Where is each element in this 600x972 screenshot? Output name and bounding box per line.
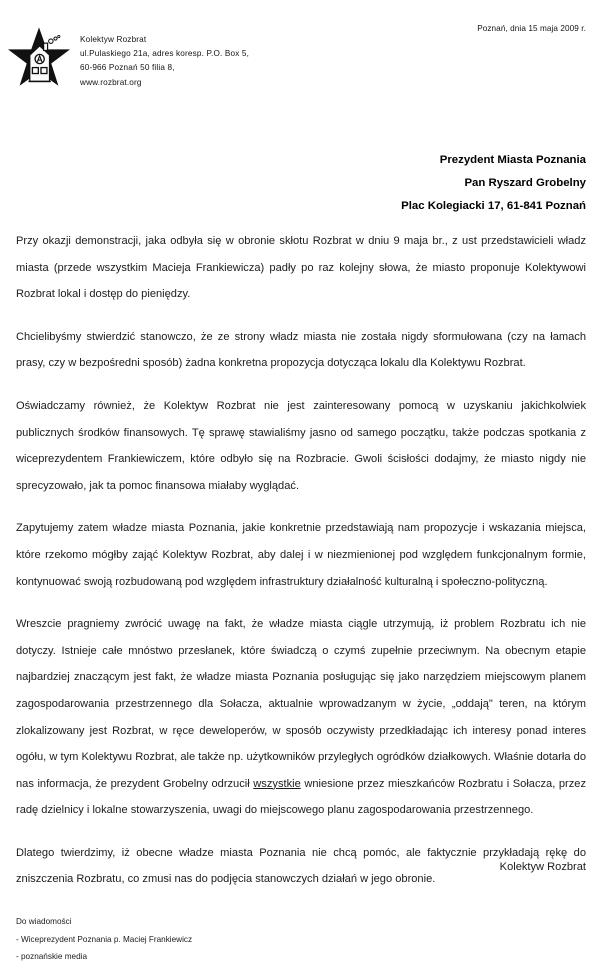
addressee-block bbox=[401, 149, 586, 218]
cc-item: - Wiceprezydent Poznania p. Maciej Frankiewicz bbox=[16, 934, 193, 944]
body-paragraph-6: Dlatego twierdzimy, iż obecne władze miasta Poznania nie chcą pomóc, ale faktycznie przykładają rękę do zniszczenia Rozbratu, co zmusi nas do podjęcia stanowczych działań w jego obronie. bbox=[16, 846, 586, 886]
body-paragraph-5 bbox=[16, 611, 586, 824]
rozbrat-star-house-logo-icon bbox=[6, 26, 72, 92]
letterhead bbox=[0, 0, 600, 120]
body-paragraph-5-emphasis: wszystkie bbox=[253, 777, 301, 790]
cc-heading: Do wiadomości bbox=[16, 917, 72, 926]
body-paragraph-5-part-2: wniesione przez mieszkańców Rozbratu i Sołacza, przez radę dzielnicy i lokalne stowarzyszenia, uwagi do miejscowego planu zagospodarowania przestrzennego. bbox=[16, 777, 587, 817]
addressee-title: Prezydent Miasta Poznania bbox=[439, 154, 586, 166]
sender-line-street: ul.Pulaskiego 21a, adres koresp. P.O. Box 5, bbox=[80, 49, 250, 59]
sender-line-org: Kolektyw Rozbrat bbox=[80, 35, 147, 44]
body-paragraph-1: Przy okazji demonstracji, jaka odbyła się w obronie skłotu Rozbrat w dniu 9 maja br., z ust przedstawicieli władz miasta (przede wszystkim Macieja Frankiewicza) padły po raz kolejny słowa, że miasto proponuje Kolektywowi Rozbrat lokal i dostęp do pieniędzy. bbox=[16, 235, 586, 301]
cc-item: - poznańskie media bbox=[16, 952, 87, 962]
signature: Kolektyw Rozbrat bbox=[499, 861, 586, 873]
body-paragraph-5-part-1: Wreszcie pragniemy zwrócić uwagę na fakt, że władze miasta ciągle utrzymują, iż problem Rozbratu ich nie dotyczy. Istnieje całe mnóstwo przesłanek, które świadczą o czymś zupełnie przeciwnym. Na obecnym etapie najbardziej znaczącym jest fakt, że władze miasta Poznania posługując się jako narzędziem miejscowym planem zagospodarowania przestrzennego dla Sołacza, aktualnie wprowadzanym w życie, „oddają" teren, na którym zlokalizowany jest Rozbrat, w ręce deweloperów, w sposób oczywisty przedkładając ich interesy ponad interes ogółu, w tym Kolektywu Rozbrat, ale także np. użytkowników przyległych ogródków działkowych. Właśnie dotarła do nas informacja, że prezydent Grobelny odrzucił bbox=[16, 618, 586, 790]
date-line: Poznań, dnia 15 maja 2009 r. bbox=[477, 24, 586, 33]
addressee-address: Plac Kolegiacki 17, 61-841 Poznań bbox=[401, 200, 586, 212]
addressee-name: Pan Ryszard Grobelny bbox=[464, 177, 586, 189]
body-paragraph-4: Zapytujemy zatem władze miasta Poznania, jakie konkretnie przedstawiają nam propozycje i wskazania miejsca, które rzekomo mógłby zająć Kolektyw Rozbrat, aby dalej i w niezmienionej pod względem funkcjonalnym formie, kontynuować swoją rozbudowaną pod względem infrastruktury działalność kulturalną i społeczno-polityczną. bbox=[16, 522, 586, 588]
letter-body bbox=[16, 228, 586, 893]
cc-block bbox=[16, 913, 192, 966]
body-paragraph-2: Chcielibyśmy stwierdzić stanowczo, że ze strony władz miasta nie została nigdy sformułowana (czy na łamach prasy, czy w bezpośredni sposób) żadna konkretna propozycja dotycząca lokalu dla Kolektywu Rozbrat. bbox=[16, 330, 586, 370]
sender-line-website: www.rozbrat.org bbox=[80, 77, 142, 87]
sender-line-city: 60-966 Poznań 50 filia 8, bbox=[80, 63, 175, 73]
body-paragraph-3: Oświadczamy również, że Kolektyw Rozbrat nie jest zainteresowany pomocą w uzyskaniu jakichkolwiek publicznych środków finansowych. Tę sprawę stawialiśmy jasno od samego początku, także podczas spotkania z wiceprezydentem Frankiewiczem, które odbyło się na Rozbracie. Gwoli ścisłości dodajmy, że miasto nigdy nie sprecyzowało, jak ta pomoc finansowa miałaby wyglądać. bbox=[16, 399, 586, 492]
sender-address-block bbox=[80, 33, 249, 90]
